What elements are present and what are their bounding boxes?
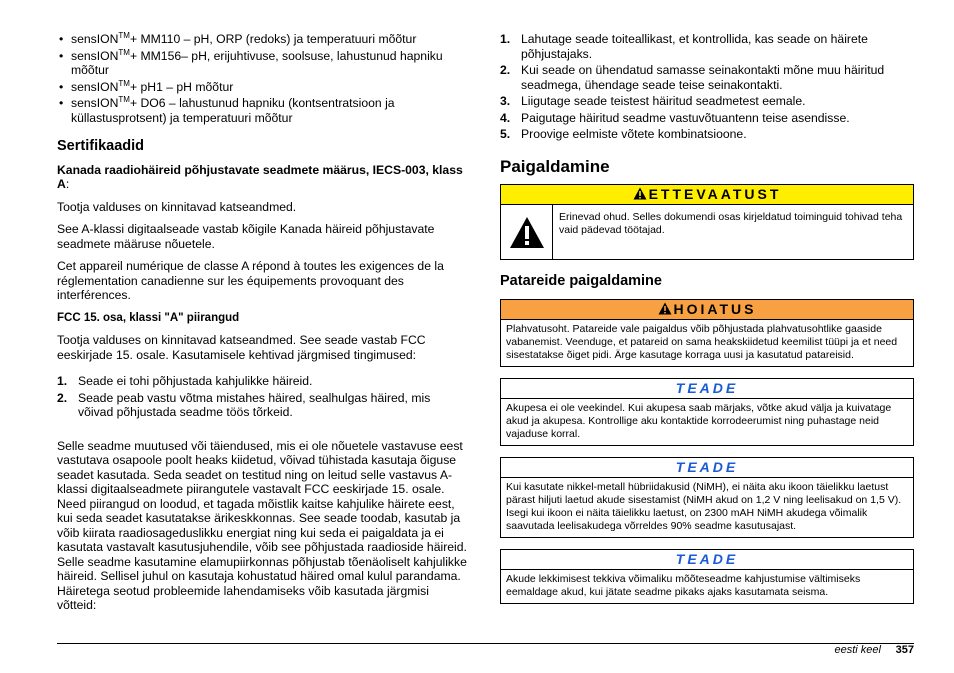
paragraph: Tootja valduses on kinnitavad katseandmed. <box>57 199 297 214</box>
notice-header: TEADE <box>501 550 913 570</box>
warning-title: HOIATUS <box>673 300 757 317</box>
fcc-heading: FCC 15. osa, klassi "A" piirangud <box>57 311 240 324</box>
notice-header: TEADE <box>501 458 913 478</box>
list-item <box>57 49 467 78</box>
notice-text: Akupesa ei ole veekindel. Kui akupesa saab märjaks, võtke akud välja ja kuivatage akud ja akupesa. Kontrollige aku kontaktide korrodeerumist ning puhastage neid vajaduse korral. <box>506 401 892 440</box>
left-column <box>57 32 467 621</box>
paragraph: Tootja valduses on kinnitavad katseandmed. See seade vastab FCC eeskirjade 15. osale. Kasutamisele kehtivad järgmised tingimused: <box>57 333 426 362</box>
product-name: sensION <box>71 96 119 110</box>
product-list <box>57 32 467 125</box>
step-text: Liigutage seade teistest häiritud seadmetest eemale. <box>521 94 806 108</box>
product-desc: + pH1 – pH mõõtur <box>129 79 234 94</box>
notice-header: TEADE <box>501 379 913 399</box>
product-desc: + DO6 – lahustunud hapniku (kontsentratsioon ja küllastusprotsent) ja temperatuuri mõõtur <box>71 96 395 125</box>
warning-triangle-icon <box>633 187 647 200</box>
interference-steps-list <box>500 32 914 142</box>
step-number: 3. <box>500 94 511 108</box>
warning-box <box>500 299 914 367</box>
list-item <box>57 80 467 95</box>
step-number: 2. <box>500 63 511 77</box>
notice-box <box>500 549 914 604</box>
paragraph: Selle seadme muutused või täiendused, mis ei ole nõuetele vastavuse eest vastutava osapoole poolt heaks kiidetud, võivad tühistada kasutaja õiguse seadet kasutada. Seda seadet on testitud ning on leitud selle vastavus A-klassi digitaalseadmete piirangutele vastavalt FCC eeskirjade 15. osale. Need piirangud on loodud, et tagada mõistlik kaitse kahjulike häirete eest, kui seda seadet kasutatakse ärikeskkonnas. See seade toodab, kasutab ja võib kiirata raadiosageduslikku energiat ning kui seda ei paigaldata ja ei kasutata vastavalt kasutusjuhendile, võib see põhjustada raadioside häireid. Selle seadme kasutamine elamupiirkonnas põhjustab tõenäoliselt kahjulikke häireid. Sellisel juhul on kasutaja kohustatud häired omal kulul parandama. Häiretega seotud probleemide lahendamiseks võib kasutada järgmisi võtteid: <box>57 438 467 612</box>
footer-divider <box>57 643 914 644</box>
trademark-sup: TM <box>118 47 130 57</box>
fcc-conditions-list <box>57 374 467 420</box>
list-item <box>57 391 467 420</box>
caution-header <box>501 185 913 205</box>
warning-text: Plahvatusoht. Patareide vale paigaldus võib põhjustada plahvatusohtlike gaaside vabanemist. Veenduge, et patareid on sama heakskiidetud keemilist tüüpi ja et need sisestatakse õiget pidi. Ärge kasutage korraga uusi ja kasutatud patareisid. <box>506 322 898 361</box>
installation-heading: Paigaldamine <box>500 156 610 176</box>
canada-heading <box>57 163 467 192</box>
trademark-sup: TM <box>118 78 130 88</box>
warning-triangle-icon <box>658 302 672 315</box>
list-item <box>57 32 467 47</box>
step-text: Seade ei tohi põhjustada kahjulikke häireid. <box>78 374 313 388</box>
step-number: 5. <box>500 127 511 141</box>
certification-heading: Sertifikaadid <box>57 138 145 154</box>
list-item <box>500 63 914 92</box>
list-item <box>500 94 914 109</box>
product-desc: + MM156– pH, erijuhtivuse, soolsuse, lahustunud hapniku mõõtur <box>71 48 443 77</box>
page-number: 357 <box>895 644 914 656</box>
trademark-sup: TM <box>118 95 130 104</box>
caution-icon-cell <box>501 205 553 259</box>
step-number: 1. <box>57 374 68 388</box>
caution-box <box>500 184 914 260</box>
product-desc: + MM110 – pH, ORP (redoks) ja temperatuuri mõõtur <box>129 32 417 46</box>
step-number: 2. <box>57 390 68 405</box>
warning-triangle-icon <box>509 216 545 249</box>
product-name: sensION <box>71 79 119 94</box>
caution-text: Erinevad ohud. Selles dokumendi osas kirjeldatud toiminguid tohivad teha vaid pädevad töötajad. <box>559 211 903 236</box>
footer-language: eesti keel <box>834 644 881 656</box>
notice-box <box>500 378 914 446</box>
step-number: 4. <box>500 110 511 125</box>
product-name: sensION <box>71 32 119 46</box>
canada-heading-colon: : <box>65 177 70 191</box>
warning-header <box>501 300 913 320</box>
paragraph: Cet appareil numérique de classe A répond à toutes les exigences de la réglementation canadienne sur les équipements provoquant des interférences. <box>57 259 444 302</box>
step-text: Seade peab vastu võtma mistahes häired, sealhulgas häired, mis võivad põhjustada seadme töös tõrkeid. <box>78 390 431 419</box>
caution-title: ETTEVAATUST <box>648 186 782 202</box>
list-item <box>500 32 914 61</box>
product-name: sensION <box>71 48 119 63</box>
step-number: 1. <box>500 32 511 46</box>
notice-text: Kui kasutate nikkel-metall hübriidakusid (NiMH), ei näita aku ikoon täielikku laetust pärast hiljuti laetud akude sisestamist (NiMH akud on 1,2 V ning leelisakud on 1,5 V). Isegi kui ikoon ei näita täielikku laetust, on 2300 mAH NiMH akudega võimalik saavutada leelisakudega võrreldes 90% seadme kasutusajast. <box>506 480 902 532</box>
canada-heading-text: Kanada raadiohäireid põhjustavate seadmete määrus, IECS-003, klass A <box>57 162 463 191</box>
step-text: Lahutage seade toiteallikast, et kontrollida, kas seade on häirete põhjustajaks. <box>521 32 868 61</box>
step-text: Kui seade on ühendatud samasse seinakontakti mõne muu häiritud seadmega, ühendage seade teise seinakontakti. <box>521 63 885 92</box>
list-item <box>57 96 467 125</box>
list-item <box>500 111 914 126</box>
paragraph: See A-klassi digitaalseade vastab kõigile Kanada häireid põhjustavate seadmete määruse nõuetele. <box>57 222 435 251</box>
notice-box <box>500 457 914 538</box>
battery-heading: Patareide paigaldamine <box>500 273 662 289</box>
trademark-sup: TM <box>118 31 130 40</box>
caution-body <box>501 205 913 259</box>
list-item <box>57 374 467 389</box>
step-text: Paigutage häiritud seadme vastuvõtuantenn teise asendisse. <box>521 110 850 125</box>
right-column <box>500 32 914 615</box>
notice-text: Akude lekkimisest tekkiva võimaliku mõõteseadme kahjustumise vältimiseks eemaldage akud, kui jätate seadme pikaks ajaks kasutamata seisma. <box>506 572 861 598</box>
step-text: Proovige eelmiste võtete kombinatsioone. <box>521 127 747 141</box>
list-item <box>500 127 914 142</box>
